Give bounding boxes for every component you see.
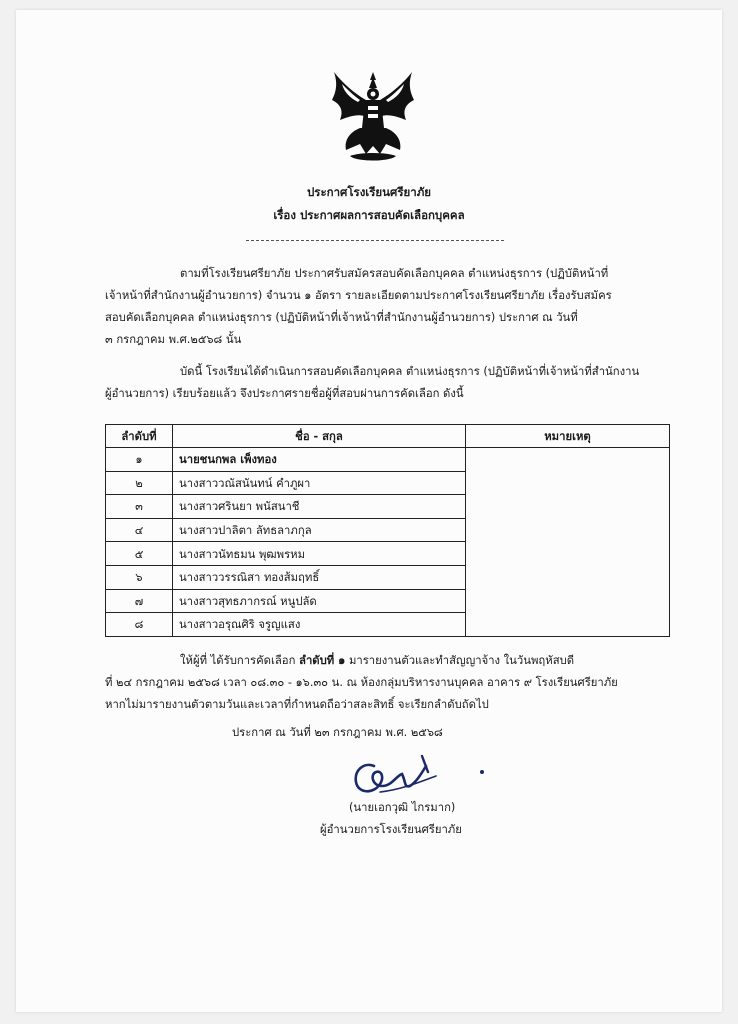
- header-remark: หมายเหตุ: [466, 425, 670, 448]
- row-number: ๖: [106, 565, 173, 589]
- paragraph3-line3: หากไม่มารายงานตัวตามวันและเวลาที่กำหนดถือว่าสละสิทธิ์ จะเรียกลำดับถัดไป: [105, 698, 489, 711]
- row-name: นางสาวนัทธมน พุฒพรหม: [173, 542, 466, 566]
- signer-position: ผู้อำนวยการโรงเรียนศรียาภัย: [320, 823, 462, 836]
- garuda-emblem: [330, 70, 416, 170]
- remark-cell: [466, 448, 670, 637]
- announcement-title: ประกาศโรงเรียนศรียาภัย: [306, 185, 432, 199]
- divider-line: [246, 240, 504, 241]
- signer-name: (นายเอกวุฒิ ไกรมาก): [349, 801, 456, 814]
- row-name: นางสาวอรุณศิริ จรูญแสง: [173, 613, 466, 637]
- row-name: นางสาวปาลิตา ลัทธลาภกุล: [173, 518, 466, 542]
- paragraph1-line1: ตามที่โรงเรียนศรียาภัย ประกาศรับสมัครสอบคัดเลือกบุคคล ตำแหน่งธุรการ (ปฏิบัติหน้าที่: [180, 267, 609, 280]
- row-number: ๔: [106, 518, 173, 542]
- paragraph2-line1: บัดนี้ โรงเรียนได้ดำเนินการสอบคัดเลือกบุคคล ตำแหน่งธุรการ (ปฏิบัติหน้าที่เจ้าหน้าที่สำนักงาน: [180, 365, 640, 378]
- header-name: ชื่อ - สกุล: [173, 425, 466, 448]
- announcement-date: ประกาศ ณ วันที่ ๒๓ กรกฎาคม พ.ศ. ๒๕๖๘: [232, 726, 443, 739]
- row-name: นางสาววณัสนันทน์ คำภูผา: [173, 471, 466, 495]
- announcement-subject: เรื่อง ประกาศผลการสอบคัดเลือกบุคคล: [273, 208, 465, 222]
- signature-image: [340, 752, 490, 802]
- row-number: ๒: [106, 471, 173, 495]
- paragraph3-line1: [180, 650, 574, 672]
- table-row: [106, 448, 670, 472]
- header-number: ลำดับที่: [106, 425, 173, 448]
- row-name: นางสาวศรินยา พนัสนาชี: [173, 495, 466, 519]
- paragraph3-rank-highlight: ลำดับที่ ๑: [299, 654, 346, 667]
- row-name: นางสาวสุทธภากรณ์ หนูปลัด: [173, 589, 466, 613]
- row-number: ๕: [106, 542, 173, 566]
- paragraph1-line4: ๓ กรกฎาคม พ.ศ.๒๕๖๘ นั้น: [105, 333, 242, 346]
- paragraph3-line1-end: มารายงานตัวและทำสัญญาจ้าง ในวันพฤหัสบดี: [345, 654, 575, 667]
- candidate-table: [105, 424, 670, 637]
- row-name: นางสาววรรณิสา ทองส้มฤทธิ์: [173, 565, 466, 589]
- table-header-row: [106, 425, 670, 448]
- paragraph2-line2: ผู้อำนวยการ) เรียบร้อยแล้ว จึงประกาศรายชื่อผู้ที่สอบผ่านการคัดเลือก ดังนี้: [105, 387, 464, 400]
- row-number: ๑: [106, 448, 173, 472]
- paragraph1-line3: สอบคัดเลือกบุคคล ตำแหน่งธุรการ (ปฏิบัติหน้าที่เจ้าหน้าที่สำนักงานผู้อำนวยการ) ประกาศ ณ วันที่: [105, 311, 578, 324]
- row-number: ๗: [106, 589, 173, 613]
- paragraph1-line2: เจ้าหน้าที่สำนักงานผู้อำนวยการ) จำนวน ๑ อัตรา รายละเอียดตามประกาศโรงเรียนศรียาภัย เรื่องรับสมัคร: [105, 289, 612, 302]
- row-number: ๘: [106, 613, 173, 637]
- row-number: ๓: [106, 495, 173, 519]
- row-name: นายชนกพล เพ็งทอง: [173, 448, 466, 472]
- paragraph3-line1-start: ให้ผู้ที่ ได้รับการคัดเลือก: [180, 654, 300, 667]
- paragraph3-line2: ที่ ๒๔ กรกฎาคม ๒๕๖๘ เวลา ๐๘.๓๐ - ๑๖.๓๐ น. ณ ห้องกลุ่มบริหารงานบุคคล อาคาร ๙ โรงเรียนศรียาภัย: [105, 676, 618, 689]
